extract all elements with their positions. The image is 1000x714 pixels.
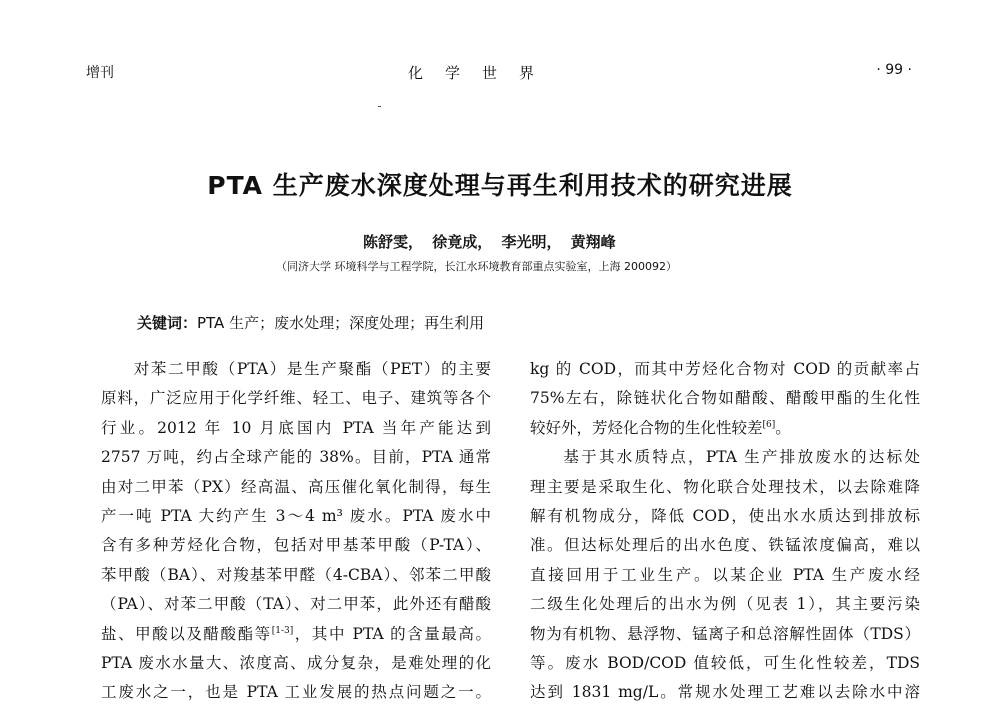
citation-ref: [1-3] xyxy=(271,625,294,636)
paragraph-line: PTA 废水水量大、浓度高、成分复杂，是难处理的化 xyxy=(101,653,491,672)
keywords-text: PTA 生产；废水处理；深度处理；再生利用 xyxy=(197,314,485,332)
paragraph-line: 基于其水质特点，PTA 生产排放废水的达标处 xyxy=(561,448,920,467)
paragraph-line: 二级生化处理后的出水为例（见表 1），其主要污染 xyxy=(530,595,920,614)
affiliation: （同济大学 环境科学与工程学院，长江水环境教育部重点实验室，上海 200092） xyxy=(276,260,677,273)
paragraph-line: 产一吨 PTA 大约产生 3～4 m³ 废水。PTA 废水中 xyxy=(101,506,491,525)
paragraph-line: 行业。2012 年 10 月底国内 PTA 当年产能达到 xyxy=(101,418,491,437)
paragraph-line: （PA）、对苯二甲酸（TA）、对二甲苯，此外还有醋酸 xyxy=(101,595,491,614)
paragraph-line: 75%左右，除链状化合物如醋酸、醋酸甲酯的生化性 xyxy=(530,389,920,408)
header-journal-name: 化学世界 xyxy=(408,64,557,82)
paragraph-line: 苯甲酸（BA）、对羧基苯甲醛（4-CBA）、邻苯二甲酸 xyxy=(101,565,491,584)
paper-title: PTA 生产废水深度处理与再生利用技术的研究进展 xyxy=(207,171,793,200)
paragraph-line: 物为有机物、悬浮物、锰离子和总溶解性固体（TDS） xyxy=(530,624,920,643)
body-column-left xyxy=(101,355,491,708)
paragraph-line: 理主要是采取生化、物化联合处理技术，以去除难降 xyxy=(530,477,920,496)
paragraph-line: 工废水之一，也是 PTA 工业发展的热点问题之一。 xyxy=(101,683,491,702)
paragraph-line: 达到 1831 mg/L。常规水处理工艺难以去除水中溶 xyxy=(530,683,920,702)
keywords-label: 关键词： xyxy=(137,314,198,332)
paragraph-line: 2757 万吨，约占全球产能的 38%。目前，PTA 通常 xyxy=(101,448,491,467)
author-list: 陈舒雯， 徐竟成， 李光明， 黄翔峰 xyxy=(363,233,616,251)
paragraph-line: 直接回用于工业生产。以某企业 PTA 生产废水经 xyxy=(530,565,920,584)
decorative-dot xyxy=(378,106,381,107)
running-header xyxy=(0,62,1000,86)
citation-ref: [6] xyxy=(762,419,776,430)
paragraph-line: 准。但达标处理后的出水色度、铁锰浓度偏高，难以 xyxy=(530,536,920,555)
paragraph-line: 对苯二甲酸（PTA）是生产聚酯（PET）的主要 xyxy=(132,360,491,378)
paragraph-line: 含有多种芳烃化合物，包括对甲基苯甲酸（P-TA）、 xyxy=(101,536,491,555)
header-page-number: · 99 · xyxy=(876,62,912,78)
keywords xyxy=(137,312,484,333)
header-issue-label: 增刊 xyxy=(86,65,114,81)
paragraph-line: 盐、甲酸以及醋酸酯等[1-3]，其中 PTA 的含量最高。 xyxy=(101,624,491,643)
paragraph-line: 解有机物成分，降低 COD，使出水水质达到排放标 xyxy=(530,506,920,525)
paragraph-line: 等。废水 BOD/COD 值较低，可生化性较差，TDS xyxy=(530,653,920,672)
paragraph-line: 原料，广泛应用于化学纤维、轻工、电子、建筑等各个 xyxy=(101,389,491,408)
body-column-right xyxy=(530,355,920,708)
paragraph-line: kg 的 COD，而其中芳烃化合物对 COD 的贡献率占 xyxy=(530,360,920,378)
paragraph-line: 由对二甲苯（PX）经高温、高压催化氧化制得，每生 xyxy=(101,477,491,496)
paragraph-line: 较好外，芳烃化合物的生化性较差[6]。 xyxy=(530,418,791,437)
